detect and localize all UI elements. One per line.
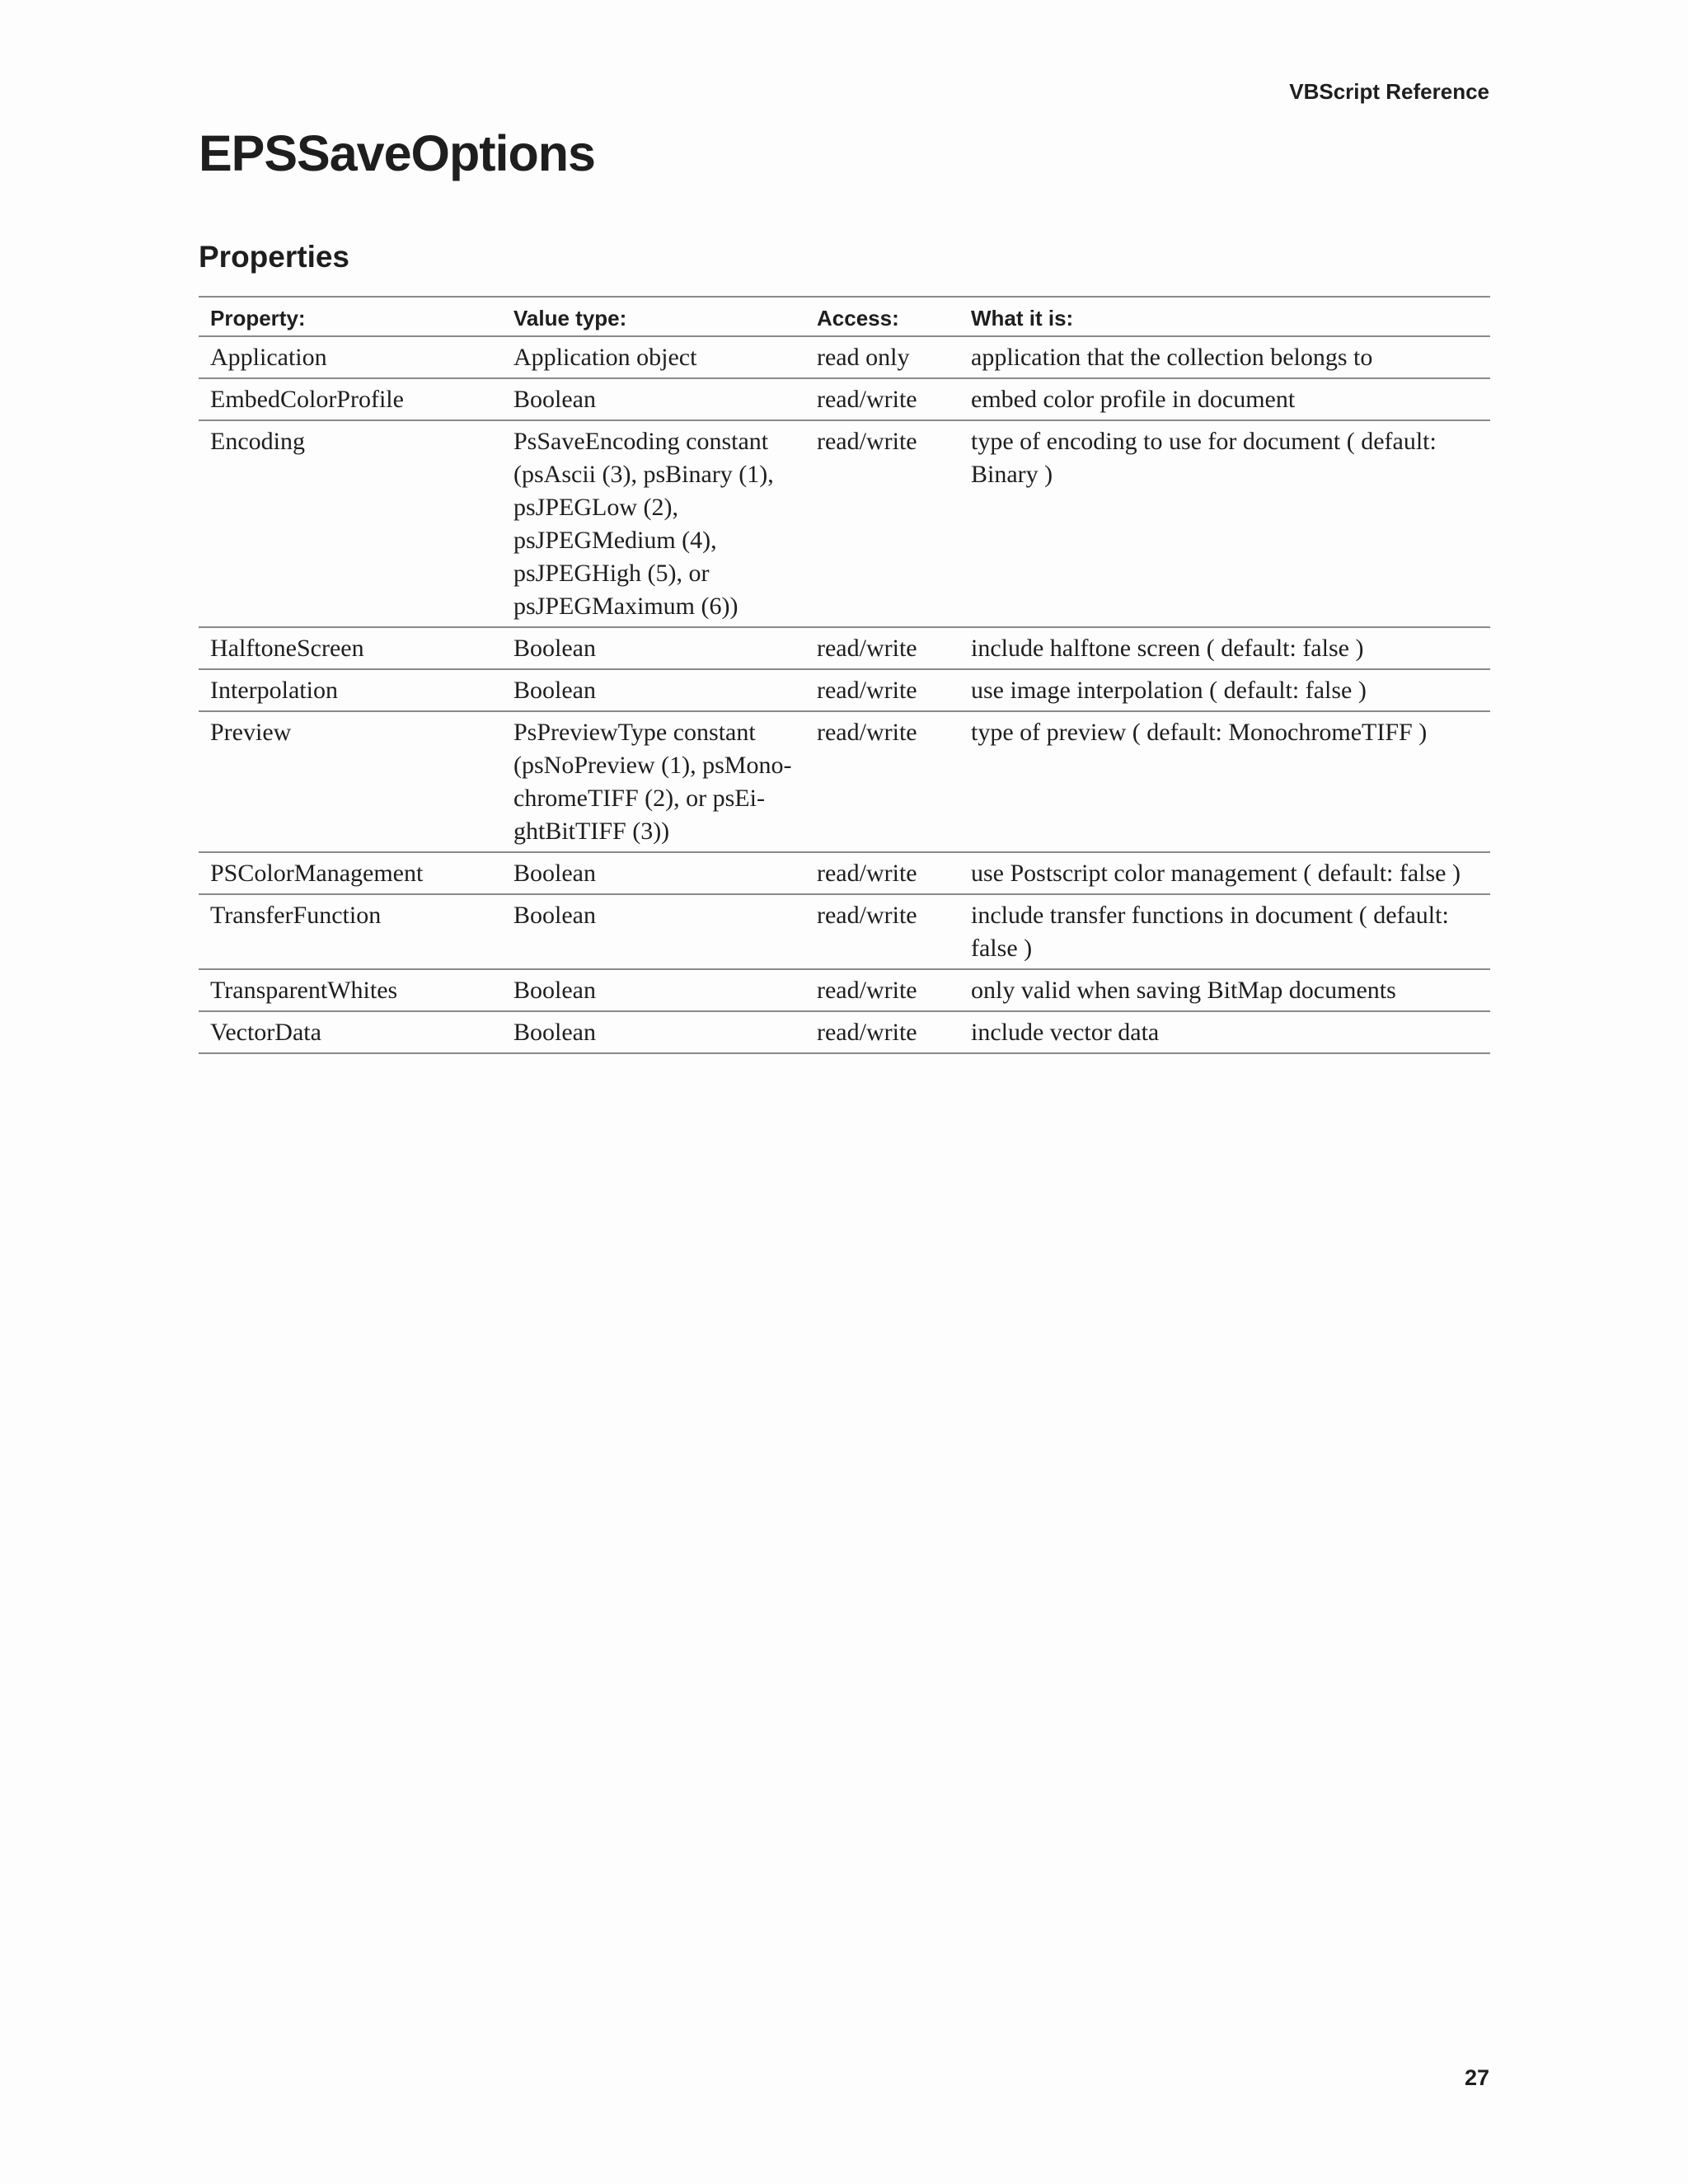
cell-property: TransferFunction [199, 894, 502, 969]
cell-description: only valid when saving BitMap documents [959, 969, 1490, 1011]
cell-value-type: Boolean [502, 894, 805, 969]
cell-access: read/write [805, 378, 959, 420]
cell-value-type: Application object [502, 336, 805, 378]
section-title: Properties [199, 240, 350, 274]
table-row [199, 627, 1490, 669]
cell-property: VectorData [199, 1011, 502, 1053]
cell-value-type: PsSaveEncoding constant (psAscii (3), psBinary (1), psJPEGLow (2), psJPEGMedium (4), psJPEGHigh (5), or psJPEGMaximum (6)) [502, 420, 805, 627]
cell-access: read/write [805, 969, 959, 1011]
cell-access: read/write [805, 420, 959, 627]
column-header-description: What it is: [959, 297, 1490, 336]
cell-access: read only [805, 336, 959, 378]
cell-value-type: Boolean [502, 1011, 805, 1053]
running-header: VBScript Reference [1289, 79, 1489, 104]
column-header-value-type: Value type: [502, 297, 805, 336]
table-body [199, 336, 1490, 1053]
table-row [199, 669, 1490, 711]
cell-property: Preview [199, 711, 502, 852]
cell-property: Encoding [199, 420, 502, 627]
column-header-property: Property: [199, 297, 502, 336]
cell-value-type: Boolean [502, 378, 805, 420]
cell-access: read/write [805, 711, 959, 852]
table-row [199, 969, 1490, 1011]
cell-description: include vector data [959, 1011, 1490, 1053]
cell-description: type of preview ( default: MonochromeTIFF ) [959, 711, 1490, 852]
cell-description: include transfer functions in document ( default: false ) [959, 894, 1490, 969]
cell-value-type: PsPreviewType constant (psNoPreview (1), psMonochromeTIFF (2), or psEightBitTIFF (3)) [502, 711, 805, 852]
cell-property: PSColorManagement [199, 852, 502, 894]
cell-description: type of encoding to use for document ( default: Binary ) [959, 420, 1490, 627]
cell-description: use Postscript color management ( default: false ) [959, 852, 1490, 894]
table-row [199, 1011, 1490, 1053]
table-row [199, 378, 1490, 420]
cell-access: read/write [805, 852, 959, 894]
table-row [199, 336, 1490, 378]
cell-property: Application [199, 336, 502, 378]
cell-property: HalftoneScreen [199, 627, 502, 669]
page-title: EPSSaveOptions [199, 125, 595, 181]
cell-access: read/write [805, 627, 959, 669]
cell-description: include halftone screen ( default: false ) [959, 627, 1490, 669]
table-row [199, 711, 1490, 852]
cell-access: read/write [805, 669, 959, 711]
column-header-access: Access: [805, 297, 959, 336]
page-number: 27 [1464, 2065, 1489, 2090]
cell-value-type: Boolean [502, 969, 805, 1011]
table-row [199, 894, 1490, 969]
cell-property: TransparentWhites [199, 969, 502, 1011]
cell-access: read/write [805, 894, 959, 969]
cell-access: read/write [805, 1011, 959, 1053]
cell-value-type: Boolean [502, 669, 805, 711]
table-header [199, 297, 1490, 336]
cell-description: use image interpolation ( default: false ) [959, 669, 1490, 711]
cell-description: application that the collection belongs to [959, 336, 1490, 378]
properties-table [199, 296, 1490, 1054]
cell-value-type: Boolean [502, 852, 805, 894]
cell-description: embed color profile in document [959, 378, 1490, 420]
cell-property: EmbedColorProfile [199, 378, 502, 420]
table-row [199, 420, 1490, 627]
table-row [199, 852, 1490, 894]
table-header-row [199, 297, 1490, 336]
cell-value-type: Boolean [502, 627, 805, 669]
cell-property: Interpolation [199, 669, 502, 711]
